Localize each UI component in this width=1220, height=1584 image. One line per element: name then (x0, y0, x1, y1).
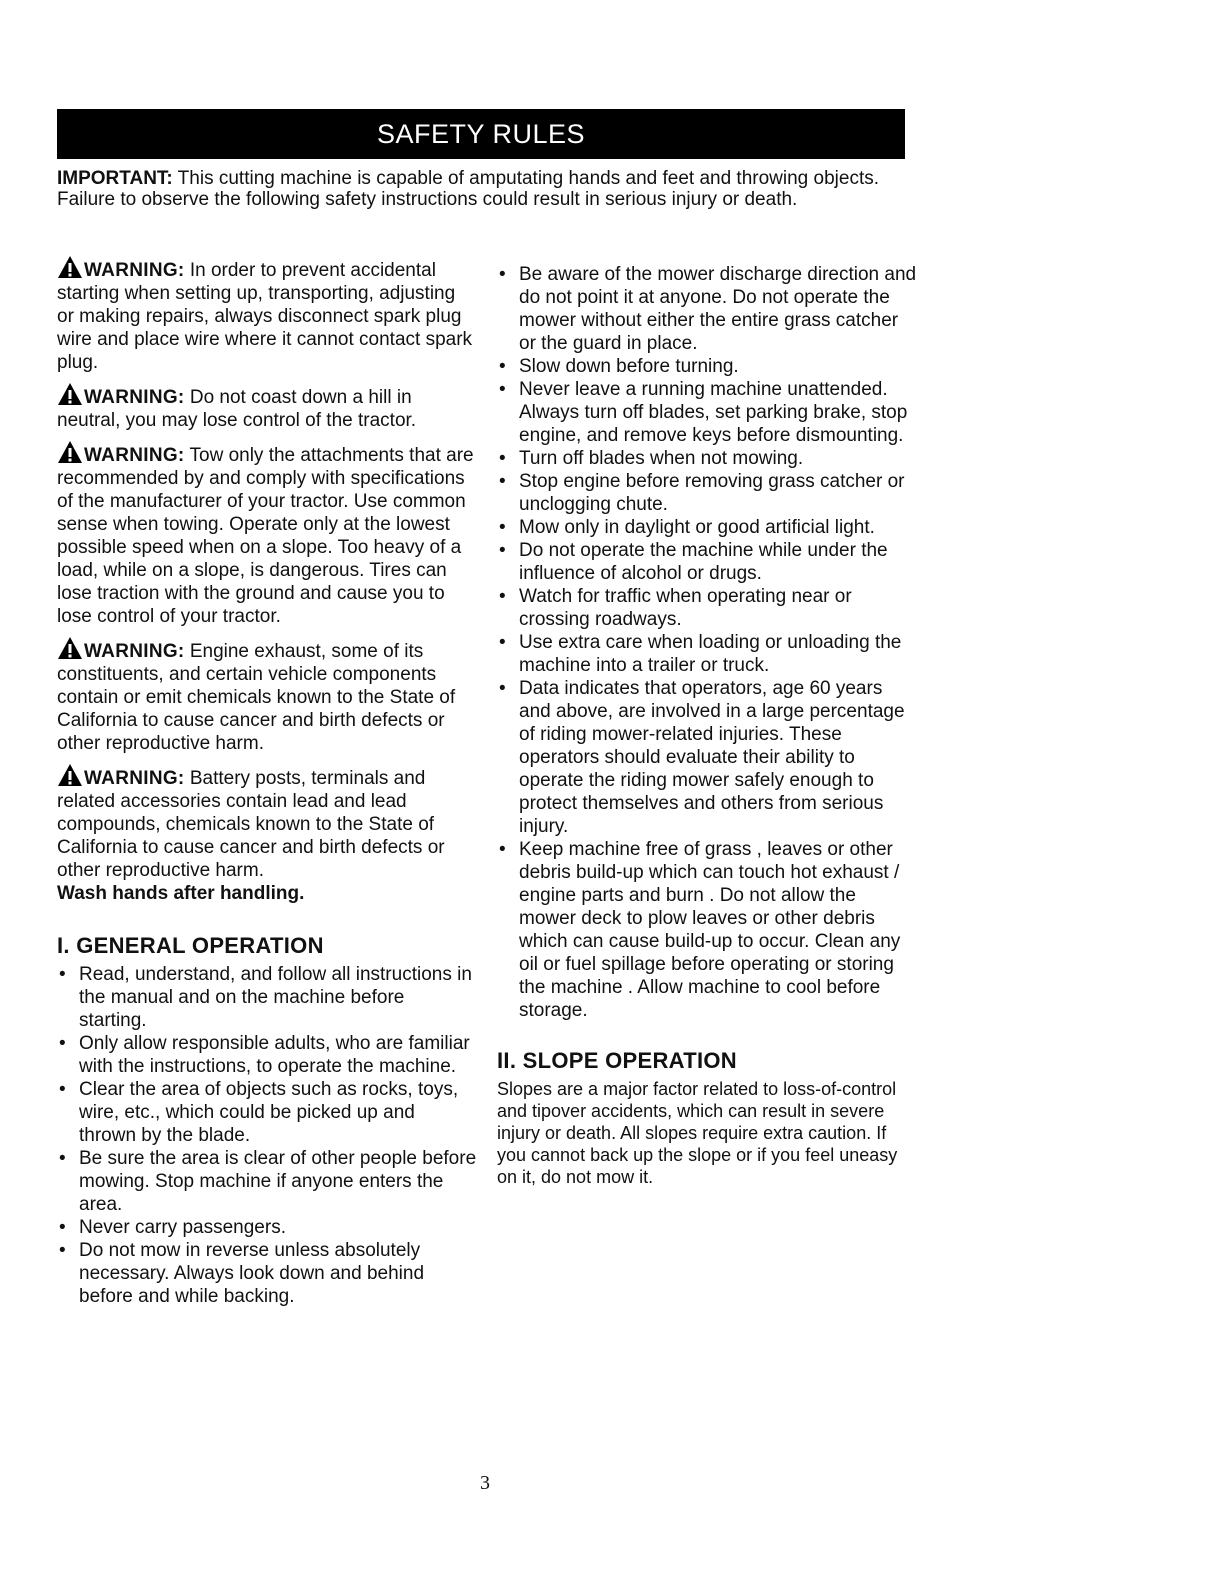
warning-label: WARNING: (84, 768, 185, 789)
list-item: • Do not mow in reverse unless absolutely necessary. Always look down and behind before and while backing. (57, 1239, 477, 1308)
safety-rules-banner: SAFETY RULES (57, 109, 905, 159)
warning-triangle-icon (57, 763, 83, 787)
list-item: • Read, understand, and follow all instructions in the manual and on the machine before starting. (57, 963, 477, 1032)
warning-towing (57, 440, 477, 628)
list-item: • Never carry passengers. (57, 1216, 477, 1239)
warning-spark-plug (57, 255, 477, 374)
list-item: • Stop engine before removing grass catcher or unclogging chute. (497, 470, 917, 516)
warning-battery (57, 763, 477, 905)
warning-label: WARNING: (84, 445, 185, 466)
warning-text: Engine exhaust, some of its constituents, and certain vehicle components contain or emit chemicals known to the State of California to cause cancer and birth defects or other reproductive harm. (57, 641, 456, 754)
warning-triangle-icon (57, 255, 83, 279)
list-item: • Slow down before turning. (497, 355, 917, 378)
wash-hands-note: Wash hands after handling. (57, 883, 305, 904)
list-item: • Data indicates that operators, age 60 years and above, are involved in a large percentage of riding mower-related injuries. These operators should evaluate their ability to operate the riding mower safely enough to protect themselves and others from serious injury. (497, 677, 917, 838)
warning-label: WARNING: (84, 641, 185, 662)
important-text: This cutting machine is capable of amputating hands and feet and throwing objects. Failure to observe the following safety instructions could result in serious injury or death. (57, 168, 880, 210)
list-item: • Be aware of the mower discharge direction and do not point it at anyone. Do not operate the mower without either the entire grass catcher or the guard in place. (497, 263, 917, 355)
list-item: • Never leave a running machine unattended. Always turn off blades, set parking brake, stop engine, and remove keys before dismounting. (497, 378, 917, 447)
left-column (57, 255, 477, 1308)
list-item: • Clear the area of objects such as rocks, toys, wire, etc., which could be picked up and thrown by the blade. (57, 1078, 477, 1147)
list-item: • Mow only in daylight or good artificial light. (497, 516, 917, 539)
warning-text: Do not coast down a hill in neutral, you may lose control of the tractor. (57, 387, 417, 431)
warning-triangle-icon (57, 440, 83, 464)
warning-label: WARNING: (84, 260, 185, 281)
warning-text: Tow only the attachments that are recommended by and comply with specifications of the manufacturer of your tractor. Use common sense when towing. Operate only at the lowest possible speed when on a slope. Too heavy of a load, while on a slope, is dangerous. Tires can lose traction with the ground and cause you to lose control of your tractor. (57, 445, 474, 627)
warning-triangle-icon (57, 636, 83, 660)
important-notice (57, 168, 907, 210)
list-item: • Do not operate the machine while under the influence of alcohol or drugs. (497, 539, 917, 585)
list-item: • Only allow responsible adults, who are familiar with the instructions, to operate the machine. (57, 1032, 477, 1078)
general-operation-list-continued (497, 263, 917, 1022)
warning-triangle-icon (57, 382, 83, 406)
warning-engine-exhaust (57, 636, 477, 755)
important-label: IMPORTANT: (57, 168, 173, 189)
slope-operation-title: II. SLOPE OPERATION (497, 1048, 737, 1073)
list-item: • Be sure the area is clear of other people before mowing. Stop machine if anyone enters the area. (57, 1147, 477, 1216)
warning-coast-down (57, 382, 477, 432)
general-operation-list (57, 963, 477, 1308)
warning-text: In order to prevent accidental starting when setting up, transporting, adjusting or making repairs, always disconnect spark plug wire and place wire where it cannot contact spark plug. (57, 260, 473, 373)
page-number: 3 (480, 1472, 490, 1494)
warning-text: Battery posts, terminals and related accessories contain lead and lead compounds, chemicals known to the State of California to cause cancer and birth defects or other reproductive harm. (57, 768, 445, 881)
right-column (497, 263, 917, 1188)
general-operation-title: I. GENERAL OPERATION (57, 933, 324, 958)
list-item: • Use extra care when loading or unloading the machine into a trailer or truck. (497, 631, 917, 677)
list-item: • Watch for traffic when operating near or crossing roadways. (497, 585, 917, 631)
warning-label: WARNING: (84, 387, 185, 408)
list-item: • Keep machine free of grass , leaves or other debris build-up which can touch hot exhaust / engine parts and burn . Do not allow the mower deck to plow leaves or other debris which can cause build-up to occur. Clean any oil or fuel spillage before operating or storing the machine . Allow machine to cool before storage. (497, 838, 917, 1022)
slope-operation-text: Slopes are a major factor related to loss-of-control and tipover accidents, which can result in severe injury or death. All slopes require extra caution. If you cannot back up the slope or if you feel uneasy on it, do not mow it. (497, 1079, 898, 1187)
list-item: • Turn off blades when not mowing. (497, 447, 917, 470)
